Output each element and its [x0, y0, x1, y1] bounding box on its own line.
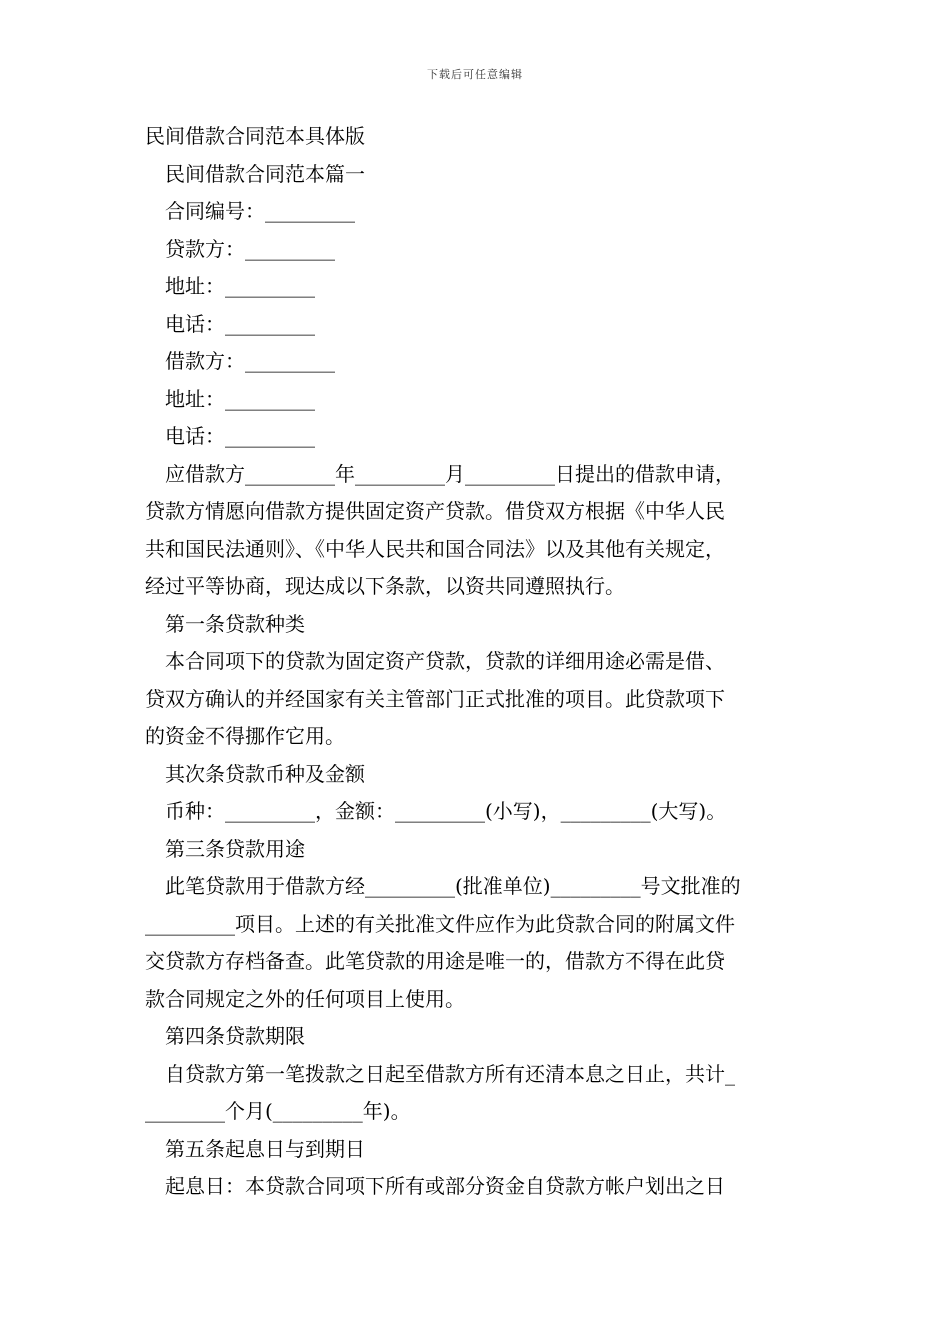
lender-phone-line: 电话：_________: [165, 311, 315, 336]
borrower-line: 借款方：_________: [165, 349, 335, 373]
body-line: 贷双方确认的并经国家有关主管部门正式批准的项目。此贷款项下: [145, 686, 725, 711]
article-heading: 第一条贷款种类: [165, 611, 305, 636]
body-line: 共和国民法通则》、《中华人民共和国合同法》以及其他有关规定，: [145, 536, 725, 561]
lender-address-line: 地址：_________: [165, 274, 315, 298]
document-title: 民间借款合同范本具体版: [145, 124, 365, 148]
body-line: 应借款方_________年_________月_________日提出的借款申请，: [165, 461, 735, 486]
body-line: 币种：_________，金额：_________(小写)，_________(大写)。: [165, 799, 727, 823]
section-heading: 民间借款合同范本篇一: [165, 161, 365, 186]
body-line: 交贷款方存档备查。此笔贷款的用途是唯一的，借款方不得在此贷: [145, 949, 725, 973]
document-body: [145, 118, 815, 1206]
body-line: 本合同项下的贷款为固定资产贷款，贷款的详细用途必需是借、: [165, 649, 725, 673]
body-line: 的资金不得挪作它用。: [145, 724, 345, 748]
lender-line: 贷款方：_________: [165, 236, 335, 261]
body-line: 此笔贷款用于借款方经_________(批准单位)_________号文批准的: [165, 874, 741, 898]
body-line: 起息日：本贷款合同项下所有或部分资金自贷款方帐户划出之日: [165, 1174, 725, 1198]
body-line: 贷款方情愿向借款方提供固定资产贷款。借贷双方根据《中华人民: [145, 499, 725, 523]
borrower-phone-line: 电话：_________: [165, 424, 315, 448]
contract-number-line: 合同编号：_________: [165, 199, 355, 223]
header-note: 下载后可任意编辑: [427, 68, 523, 81]
article-heading: 其次条贷款币种及金额: [165, 761, 365, 786]
article-heading: 第四条贷款期限: [165, 1024, 305, 1048]
body-line: 经过平等协商，现达成以下条款，以资共同遵照执行。: [145, 574, 625, 598]
body-line: 自贷款方第一笔拨款之日起至借款方所有还清本息之日止，共计_: [165, 1061, 735, 1086]
body-line: ________个月(_________年)。: [145, 1099, 411, 1123]
body-line: 款合同规定之外的任何项目上使用。: [145, 986, 465, 1011]
body-line: _________项目。上述的有关批准文件应作为此贷款合同的附属文件: [145, 911, 735, 936]
borrower-address-line: 地址：_________: [165, 386, 315, 411]
article-heading: 第三条贷款用途: [165, 836, 305, 861]
article-heading: 第五条起息日与到期日: [165, 1136, 365, 1161]
